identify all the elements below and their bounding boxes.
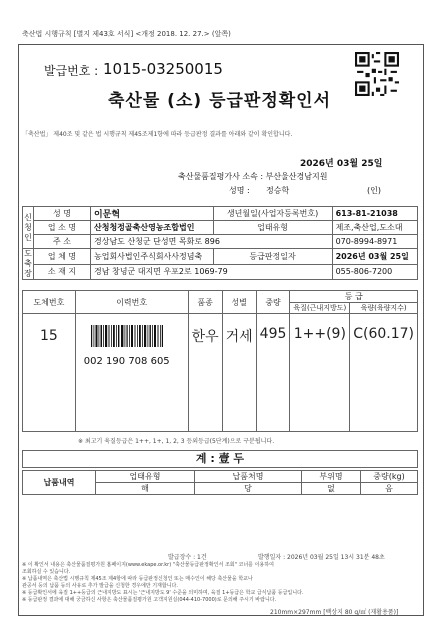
sex: 거세 bbox=[222, 314, 256, 432]
header-quality: 육질(근내지방도) bbox=[290, 303, 350, 314]
qr-code bbox=[355, 52, 399, 96]
birth-value: 613-81-21038 bbox=[332, 207, 417, 221]
form-note: 축산법 시행규칙 [별지 제43호 서식] <개정 2018. 12. 27.> (앞쪽) bbox=[22, 30, 231, 38]
delivery-empty-4: 음 bbox=[361, 483, 418, 495]
footer-note: ※ 이 확인서 내용은 축산물품질평가원 홈페이지(www.ekape.or.kr) "축산물등급판정확인서 조회" 코너를 이용하여 bbox=[22, 562, 274, 568]
barcode-icon bbox=[91, 325, 163, 347]
total-count: 계 : 壹 두 bbox=[22, 450, 418, 468]
breed: 한우 bbox=[188, 314, 222, 432]
applicant-name: 이문혁 bbox=[91, 207, 214, 221]
issue-number-label: 발급번호 : bbox=[44, 64, 99, 78]
yield-grade: C(60.17) bbox=[350, 314, 418, 432]
issue-date: 2026년 03월 25일 bbox=[300, 159, 383, 169]
issuer-agency: 축산물품질평가사 소속 : 부산울산경남지원 bbox=[178, 172, 328, 181]
header-trace-no: 이력번호 bbox=[75, 291, 188, 314]
qr-code-icon bbox=[355, 52, 399, 96]
slaughterhouse-name-label: 업 체 명 bbox=[34, 249, 91, 265]
paper-spec: 210mm×297mm [백상지 80 g/㎡ (재활용품)] bbox=[270, 609, 399, 616]
delivery-header-part: 부위명 bbox=[302, 471, 361, 483]
page-count: 발급장수 : 1건 bbox=[168, 554, 207, 561]
delivery-header-recipient: 납품처명 bbox=[195, 471, 302, 483]
address: 경상남도 산청군 단성면 목화로 896 bbox=[91, 235, 333, 249]
company-name: 산청청정골축산영농조합법인 bbox=[91, 221, 214, 235]
footer-note: ※ 등급판정 결과에 대해 궁금하신 사항은 축산물품질평가원 고객지원실(044-410-7000)로 문의해 주시기 바랍니다. bbox=[22, 597, 277, 603]
header-weight: 중량 bbox=[256, 291, 290, 314]
slaughterhouse-side-label: 도축장 bbox=[24, 249, 32, 278]
location-label: 소 재 지 bbox=[34, 264, 91, 280]
delivery-empty-1: 해 bbox=[96, 483, 195, 495]
footer-note: ※ 등급확인서에 육질 1++등급의 근내지방도 표시는 '근내지방도 9' 수준을 의미하며, 육질 1+등급은 학교 급식납품 등급입니다. bbox=[22, 590, 304, 596]
location: 경남 창녕군 대지면 우포2로 1069-79 bbox=[91, 264, 333, 280]
applicant-table bbox=[22, 206, 418, 280]
legal-basis: 「축산법」 제40조 및 같은 법 시행규칙 제45조제1항에 따라 등급판정 결과를 아래와 같이 확인합니다. bbox=[22, 131, 293, 138]
trace-no: 002 190 708 605 bbox=[75, 314, 188, 432]
delivery-empty-2: 당 bbox=[195, 483, 302, 495]
issuer-seal: (인) bbox=[367, 186, 381, 195]
header-yield: 육량(육량지수) bbox=[350, 303, 418, 314]
grading-date: 2026년 03월 25일 bbox=[332, 249, 417, 265]
applicant-side-label: 신청인 bbox=[23, 207, 34, 249]
company-label: 업 소 명 bbox=[34, 221, 91, 235]
issuer-name: 정승학 bbox=[266, 186, 290, 195]
applicant-name-label: 성 명 bbox=[34, 207, 91, 221]
header-carcass-no: 도체번호 bbox=[23, 291, 76, 314]
header-sex: 성별 bbox=[222, 291, 256, 314]
delivery-header-weight: 중량(kg) bbox=[361, 471, 418, 483]
applicant-phone: 070-8994-8971 bbox=[332, 235, 417, 249]
delivery-header-biz-type: 업태유형 bbox=[96, 471, 195, 483]
grading-date-label: 등급판정일자 bbox=[213, 249, 332, 265]
issue-number: 1015-03250015 bbox=[103, 60, 223, 78]
footer-notes bbox=[22, 562, 418, 604]
header-grade: 등 급 bbox=[290, 291, 418, 303]
issued-at: 발행일자 : 2026년 03월 25일 13시 31분 48초 bbox=[258, 554, 385, 561]
birth-label: 생년월일(사업자등록번호) bbox=[213, 207, 332, 221]
weight: 495 bbox=[256, 314, 290, 432]
slaughterhouse-phone: 055-806-7200 bbox=[332, 264, 417, 280]
issuer-name-label: 성명 : bbox=[229, 186, 250, 195]
footer-note: 조회하실 수 있습니다. bbox=[22, 569, 71, 575]
delivery-label: 납품내역 bbox=[23, 471, 96, 495]
biz-type: 제조,축산업,도소대 bbox=[332, 221, 417, 235]
quality-grade: 1++(9) bbox=[290, 314, 350, 432]
grade-note: ※ 최고기 육질등급은 1++, 1+, 1, 2, 3 등외등급(5단계)으로 구분됩니다. bbox=[78, 438, 275, 445]
carcass-no: 15 bbox=[23, 314, 76, 432]
delivery-empty-3: 없 bbox=[302, 483, 361, 495]
page-title: 축산물 (소) 등급판정확인서 bbox=[108, 91, 332, 111]
header-breed: 품종 bbox=[188, 291, 222, 314]
footer-note: 관공서 등의 납품 등의 사유로 추가 발급을 신청한 경우에만 기재합니다. bbox=[22, 583, 178, 589]
footer-note: ※ 납품내역은 축산법 시행규칙 제45조 제4항에 따라 등급판정신청인 또는 매수인이 해당 축산물을 학교나 bbox=[22, 576, 253, 582]
delivery-table bbox=[22, 470, 418, 495]
grading-table bbox=[22, 290, 418, 432]
address-label: 주 소 bbox=[34, 235, 91, 249]
biz-type-label: 업태유형 bbox=[213, 221, 332, 235]
slaughterhouse-name: 농업회사법인주식회사사정념축 bbox=[91, 249, 214, 265]
